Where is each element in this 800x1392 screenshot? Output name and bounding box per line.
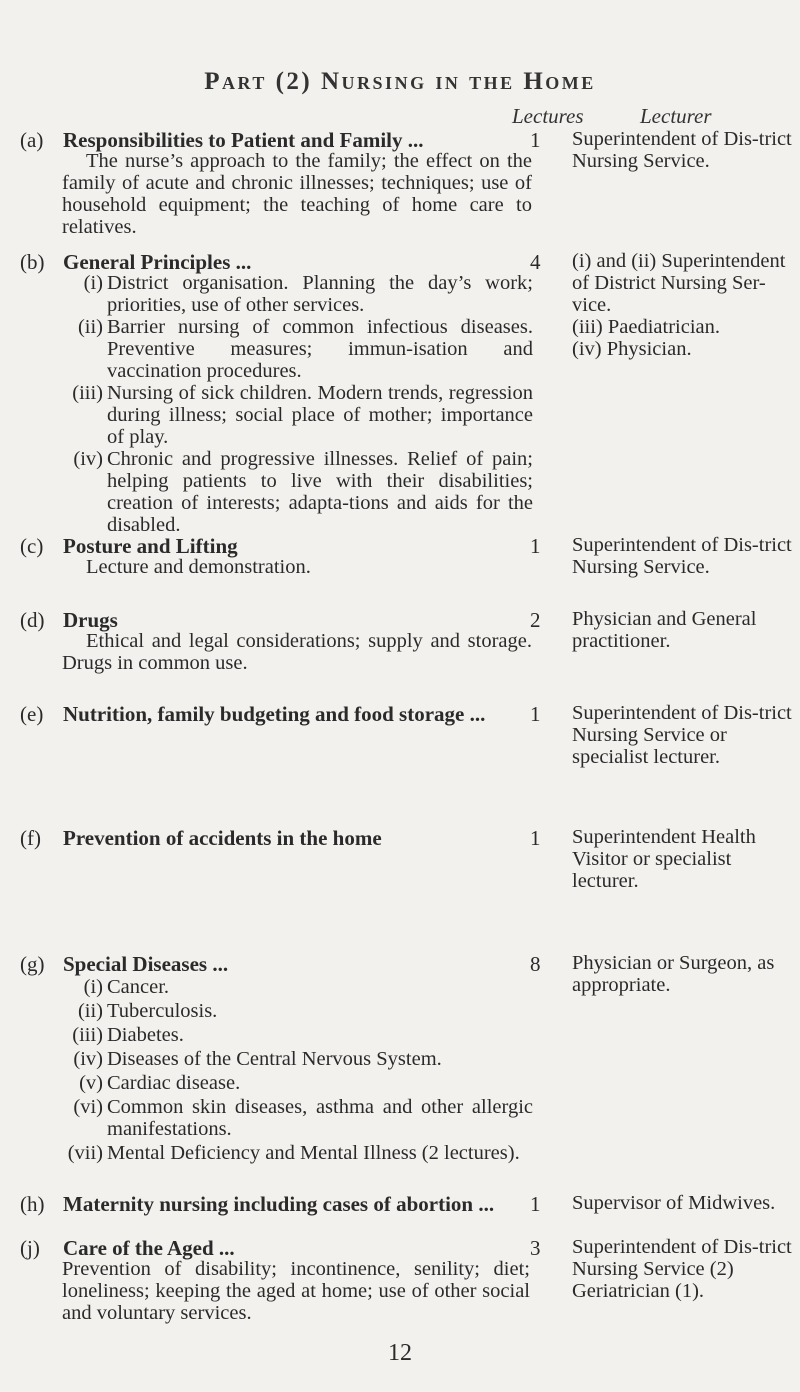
lecture-count: 2	[530, 608, 541, 632]
lecturer: Supervisor of Midwives.	[572, 1192, 776, 1214]
section-body: Prevention of disability; incontinence, senility; diet; loneliness; keeping the aged at home; use of other social and voluntary services.	[62, 1258, 530, 1324]
lecture-count: 1	[530, 826, 541, 850]
lecturer-line: (iii) Paediatrician.	[572, 316, 720, 338]
lecturer: Superintendent Health Visitor or specialist lecturer.	[572, 826, 756, 892]
lecturer: Physician or Surgeon, as appropriate.	[572, 952, 775, 996]
lecture-count: 1	[530, 702, 541, 726]
item-text: Cardiac disease.	[107, 1072, 241, 1094]
item-text: Barrier nursing of common infectious diseases. Preventive measures; immun-isation and vaccination procedures.	[107, 316, 533, 382]
column-header-lectures: Lectures	[512, 104, 584, 128]
section-title: Care of the Aged ...	[63, 1236, 235, 1260]
item-number: (vi)	[73, 1096, 103, 1118]
section-label: (b)	[20, 250, 45, 274]
item-text: Cancer.	[107, 976, 170, 998]
lecturer: Physician and General practitioner.	[572, 608, 757, 652]
item-text: Mental Deficiency and Mental Illness (2 lectures).	[107, 1142, 520, 1164]
section-title: Drugs	[63, 608, 118, 632]
page-title: Part (2) Nursing in the Home	[204, 68, 596, 95]
lecturer: Superintendent of Dis-trict Nursing Service (2) Geriatrician (1).	[572, 1236, 792, 1302]
section-label: (h)	[20, 1192, 45, 1216]
item-text: Tuberculosis.	[107, 1000, 218, 1022]
item-text: Diseases of the Central Nervous System.	[107, 1048, 442, 1070]
section-label: (g)	[20, 952, 45, 976]
lecture-count: 8	[530, 952, 541, 976]
section-label: (j)	[20, 1236, 40, 1260]
lecture-count: 3	[530, 1236, 541, 1260]
page-number: 12	[388, 1340, 412, 1366]
item-number: (iv)	[73, 448, 103, 470]
section-body: The nurse’s approach to the family; the effect on the family of acute and chronic illnesses; techniques; use of household equipment; the teaching of home care to relatives.	[62, 150, 532, 238]
section-body: Ethical and legal considerations; supply and storage. Drugs in common use.	[62, 630, 532, 674]
item-number: (i)	[83, 272, 103, 294]
item-text: Chronic and progressive illnesses. Relief of pain; helping patients to live with their disabilities; creation of interests; adapta-tions and aids for the disabled.	[107, 448, 533, 536]
section-body: Lecture and demonstration.	[86, 556, 311, 578]
lecturer: Superintendent of Dis-trict Nursing Service.	[572, 534, 792, 578]
section-label: (d)	[20, 608, 45, 632]
section-title: Nutrition, family budgeting and food storage ...	[63, 702, 486, 726]
item-number: (iv)	[73, 1048, 103, 1070]
section-label: (a)	[20, 128, 44, 152]
section-label: (e)	[20, 702, 44, 726]
lecturer-line: (i) and (ii) Superintendent of District Nursing Ser-vice.	[572, 250, 786, 316]
item-text: Diabetes.	[107, 1024, 184, 1046]
lecturer: Superintendent of Dis-trict Nursing Service.	[572, 128, 792, 172]
lecture-count: 4	[530, 250, 541, 274]
section-title: Prevention of accidents in the home	[63, 826, 382, 850]
section-title: Responsibilities to Patient and Family ...	[63, 128, 424, 152]
section-label: (f)	[20, 826, 41, 850]
item-text: Common skin diseases, asthma and other allergic manifestations.	[107, 1096, 533, 1140]
lecturer-line: (iv) Physician.	[572, 338, 692, 360]
section-title: Special Diseases ...	[63, 952, 229, 976]
section-title: General Principles ...	[63, 250, 252, 274]
item-number: (ii)	[77, 316, 103, 338]
item-number: (iii)	[72, 1024, 103, 1046]
lecturer: Superintendent of Dis-trict Nursing Service or specialist lecturer.	[572, 702, 792, 768]
section-title: Maternity nursing including cases of abortion ...	[63, 1192, 495, 1216]
item-text: District organisation. Planning the day’s work; priorities, use of other services.	[107, 272, 533, 316]
lecture-count: 1	[530, 128, 541, 152]
item-number: (i)	[83, 976, 103, 998]
lecture-count: 1	[530, 1192, 541, 1216]
item-number: (iii)	[72, 382, 103, 404]
item-number: (vii)	[67, 1142, 103, 1164]
section-title: Posture and Lifting	[63, 534, 238, 558]
lecturer-list	[572, 250, 794, 360]
section-label: (c)	[20, 534, 44, 558]
lecture-count: 1	[530, 534, 541, 558]
item-text: Nursing of sick children. Modern trends, regression during illness; social place of mother; importance of play.	[107, 382, 533, 448]
item-number: (ii)	[77, 1000, 103, 1022]
item-number: (v)	[79, 1072, 103, 1094]
column-header-lecturer: Lecturer	[640, 104, 712, 128]
